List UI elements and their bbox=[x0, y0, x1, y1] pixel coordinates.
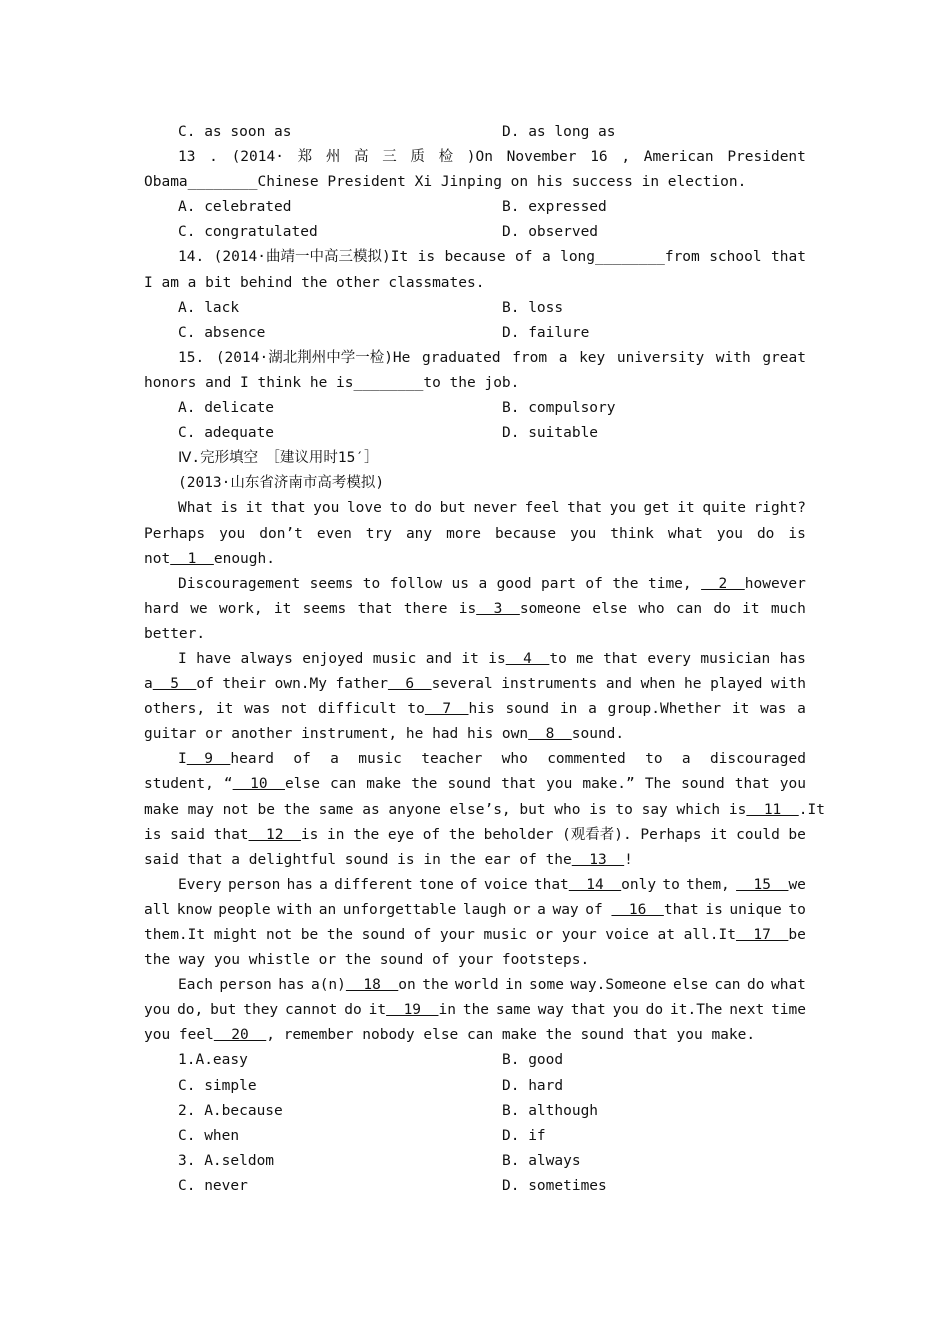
blank-15: 15 bbox=[736, 876, 789, 893]
passage-p3-line-3: others, it was not difficult to 7 his sound in a group.Whether it was a bbox=[144, 701, 806, 718]
blank-10: 10 bbox=[232, 776, 286, 793]
answer-1-option-d: D. hard bbox=[502, 1077, 564, 1094]
answer-3-options-cd bbox=[144, 1174, 806, 1199]
passage-p5-line-1: Every person has a different tone of voice that 14 only to them, 15 we bbox=[178, 876, 806, 893]
blank-8: 8 bbox=[528, 726, 572, 743]
blank-1: 1 bbox=[170, 550, 214, 567]
answer-2-option-c: C. when bbox=[178, 1127, 240, 1144]
blank-14: 14 bbox=[568, 876, 622, 893]
content-area bbox=[144, 120, 825, 1199]
blank-2: 2 bbox=[701, 575, 745, 592]
blank-18: 18 bbox=[345, 977, 399, 994]
answer-1-option-c: C. simple bbox=[178, 1077, 257, 1094]
answer-1-options-ab bbox=[144, 1048, 806, 1073]
passage-p2-line-1: Discouragement seems to follow us a good part of the time, 2 however bbox=[178, 575, 806, 592]
q12-option-d: D. as long as bbox=[502, 124, 616, 140]
answer-3-option-d: D. sometimes bbox=[502, 1177, 607, 1194]
q14-options-ab bbox=[144, 296, 806, 321]
q13-stem-line-1: 13 . (2014· 郑 州 高 三 质 检 )On November 16 , American President bbox=[178, 149, 806, 166]
passage-p4-line-2: student, “ 10 else can make the sound that you make.” The sound that you bbox=[144, 776, 806, 793]
q13-option-c: C. congratulated bbox=[178, 224, 318, 241]
passage-p2-line-3: better. bbox=[144, 625, 206, 642]
q13-options-cd bbox=[144, 220, 806, 245]
q15-stem-line-1: 15. (2014·湖北荆州中学一检)He graduated from a key university with great bbox=[178, 349, 806, 366]
q15-blank: ________ bbox=[353, 374, 424, 391]
answer-2-option-b: B. although bbox=[502, 1102, 599, 1119]
blank-12: 12 bbox=[248, 826, 301, 843]
blank-13: 13 bbox=[571, 851, 625, 868]
answer-2-option-d: D. if bbox=[502, 1127, 546, 1144]
section-title: Ⅳ.完形填空 ［建议用时15′］ bbox=[178, 450, 379, 467]
answer-3-option-a: 3. A.seldom bbox=[178, 1152, 275, 1169]
answer-2-options-ab bbox=[144, 1099, 806, 1124]
passage-p4-line-3: make may not be the same as anyone else’s, but who is to say which is 11 .It bbox=[144, 801, 825, 818]
q15-options-cd bbox=[144, 421, 806, 446]
blank-3: 3 bbox=[476, 600, 520, 617]
q12-options-cd bbox=[144, 120, 806, 145]
blank-17: 17 bbox=[735, 927, 789, 943]
passage-p4-line-5: said that a delightful sound is in the ear of the 13 ! bbox=[144, 851, 633, 868]
q14-option-a: A. lack bbox=[178, 299, 240, 316]
q14-stem-line-1: 14. (2014·曲靖一中高三模拟)It is because of a long________from school that bbox=[178, 249, 806, 266]
q14-options-cd bbox=[144, 321, 806, 346]
q12-option-c: C. as soon as bbox=[178, 124, 292, 140]
passage-p4-line-1: I 9 heard of a music teacher who commented to a discouraged bbox=[178, 751, 806, 768]
passage-p3-line-2: a 5 of their own.My father 6 several instruments and when he played with bbox=[144, 676, 806, 693]
blank-19: 19 bbox=[386, 1002, 439, 1019]
passage-p2-line-2: hard we work, it seems that there is 3 someone else who can do it much bbox=[144, 600, 806, 617]
passage-p6-line-1: Each person has a(n) 18 on the world in some way.Someone else can do what bbox=[178, 977, 806, 994]
q13-stem-line-2: Obama________Chinese President Xi Jinping on his success in election. bbox=[144, 174, 747, 191]
q15-option-b: B. compulsory bbox=[502, 400, 616, 417]
q15-option-c: C. adequate bbox=[178, 425, 275, 442]
passage-p4-line-4: is said that 12 is in the eye of the beholder (观看者). Perhaps it could be bbox=[144, 826, 806, 843]
answer-1-option-b: B. good bbox=[502, 1052, 564, 1069]
blank-4: 4 bbox=[505, 650, 550, 667]
passage-p6-line-2: you do, but they cannot do it 19 in the same way that you do it.The next time bbox=[144, 1002, 806, 1019]
answer-3-option-b: B. always bbox=[502, 1152, 581, 1169]
passage-p3-line-4: guitar or another instrument, he had his own 8 sound. bbox=[144, 726, 625, 743]
answer-1-option-a: 1.A.easy bbox=[178, 1052, 248, 1069]
q15-options-ab bbox=[144, 396, 806, 421]
q15-option-d: D. suitable bbox=[502, 425, 599, 442]
answer-1-options-cd bbox=[144, 1074, 806, 1099]
blank-7: 7 bbox=[424, 701, 469, 718]
blank-11: 11 bbox=[746, 801, 799, 818]
q14-option-b: B. loss bbox=[502, 299, 564, 316]
q13-blank: ________ bbox=[187, 174, 258, 191]
blank-5: 5 bbox=[152, 676, 197, 693]
passage-p3-line-1: I have always enjoyed music and it is 4 to me that every musician has bbox=[178, 650, 806, 667]
blank-6: 6 bbox=[387, 676, 432, 693]
answer-2-options-cd bbox=[144, 1124, 806, 1149]
answer-3-options-ab bbox=[144, 1149, 806, 1174]
answer-2-option-a: 2. A.because bbox=[178, 1102, 283, 1119]
q13-option-b: B. expressed bbox=[502, 199, 607, 216]
passage-p6-line-3: you feel 20 , remember nobody else can make the sound that you make. bbox=[144, 1027, 756, 1044]
passage-p1-line-3: not 1 enough. bbox=[144, 550, 275, 567]
q15-stem-line-2: honors and I think he is________to the job. bbox=[144, 374, 520, 391]
q13-option-a: A. celebrated bbox=[178, 199, 292, 216]
blank-9: 9 bbox=[186, 751, 231, 768]
blank-16: 16 bbox=[611, 901, 664, 918]
q13-options-ab bbox=[144, 195, 806, 220]
q14-stem-line-2: I am a bit behind the other classmates. bbox=[144, 274, 485, 291]
passage-p5-line-2: all know people with an unforgettable laugh or a way of 16 that is unique to bbox=[144, 901, 806, 918]
passage-p1-line-2: Perhaps you don’t even try any more because you think what you do is bbox=[144, 525, 806, 542]
section-source: (2013·山东省济南市高考模拟) bbox=[178, 475, 385, 492]
q14-option-c: C. absence bbox=[178, 324, 266, 341]
q14-option-d: D. failure bbox=[502, 324, 590, 341]
answer-3-option-c: C. never bbox=[178, 1177, 248, 1194]
passage-p1-line-1: What is it that you love to do but never feel that you get it quite right? bbox=[178, 500, 806, 517]
q13-option-d: D. observed bbox=[502, 224, 599, 241]
q15-option-a: A. delicate bbox=[178, 400, 275, 417]
passage-p5-line-3: them.It might not be the sound of your music or your voice at all.It 17 be bbox=[144, 927, 806, 943]
passage-p5-line-4: the way you whistle or the sound of your footsteps. bbox=[144, 952, 590, 969]
blank-20: 20 bbox=[213, 1027, 267, 1044]
